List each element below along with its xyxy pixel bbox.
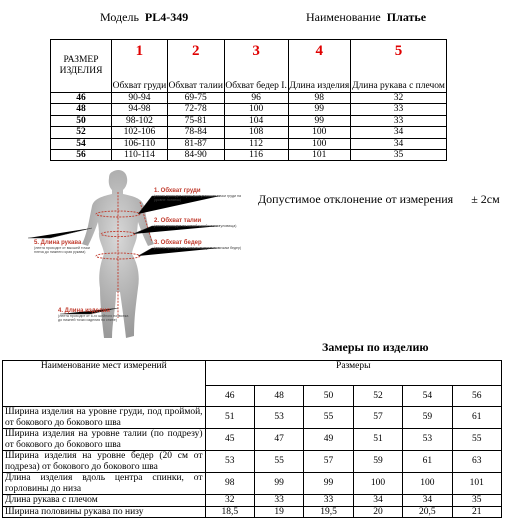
measurement-value-cell: 99 [304,473,353,495]
size-column-header: РАЗМЕР ИЗДЕЛИЯ [51,40,112,93]
measurement-row [3,407,502,429]
measurement-value-cell: 53 [255,407,304,429]
size-value-cell: 34 [350,138,446,149]
measurement-value-cell: 101 [452,473,501,495]
column-label: Обхват бедер I. [224,62,288,93]
measurement-label: Ширина изделия на уровне талии (по подрезу) от бокового до бокового шва [3,429,206,451]
size-value-cell: 34 [350,127,446,138]
measurement-value-cell: 35 [452,495,501,507]
measurement-value-cell: 20 [353,506,402,518]
measurements-table [2,360,502,518]
size-value-cell: 98 [288,93,350,104]
measurement-value-cell: 33 [304,495,353,507]
size-row [51,115,447,126]
measurement-value-cell: 53 [403,429,452,451]
measurement-row [3,451,502,473]
measurement-row [3,429,502,451]
size-cell: 46 [51,93,112,104]
measurement-row [3,506,502,518]
size-value-cell: 72-78 [167,104,224,115]
measurement-value-cell: 61 [452,407,501,429]
size-value-cell: 101 [288,150,350,161]
measurement-value-cell: 100 [403,473,452,495]
measurement-value-cell: 34 [403,495,452,507]
size-row [51,104,447,115]
measurements-label-header: Наименование мест измерений [3,361,206,407]
size-cell: 54 [51,138,112,149]
measurement-label: Ширина изделия на уровне бедер (20 см от подреза) от бокового до бокового шва [3,451,206,473]
measurement-value-cell: 33 [255,495,304,507]
measurement-value-cell: 98 [205,473,254,495]
size-value-cell: 33 [350,115,446,126]
measurements-title: Замеры по изделию [322,340,429,354]
size-value-cell: 102-106 [112,127,168,138]
measurements-sizes-header: Размеры [205,361,501,386]
measurement-label: Длина изделия вдоль центра спинки, от горловины до низа [3,473,206,495]
size-value-cell: 96 [224,93,288,104]
column-label: Обхват талии [167,62,224,93]
column-number: 3 [224,40,288,63]
size-value-cell: 99 [288,104,350,115]
model-value: PL4-349 [144,10,189,24]
size-value-cell: 32 [350,93,446,104]
size-row [51,93,447,104]
size-value-cell: 112 [224,138,288,149]
size-column-header: 50 [304,386,353,407]
size-value-cell: 94-98 [112,104,168,115]
model-label: Модель [100,10,139,24]
column-number: 4 [288,40,350,63]
size-value-cell: 106-110 [112,138,168,149]
size-row [51,127,447,138]
size-value-cell: 78-84 [167,127,224,138]
tolerance-value: ± 2см [471,192,500,206]
measurement-value-cell: 63 [452,451,501,473]
size-cell: 52 [51,127,112,138]
size-value-cell: 104 [224,115,288,126]
measurement-value-cell: 53 [205,451,254,473]
size-column-header: 48 [255,386,304,407]
measurement-value-cell: 59 [353,451,402,473]
measurement-value-cell: 99 [255,473,304,495]
size-value-cell: 35 [350,150,446,161]
size-column-header: 46 [205,386,254,407]
model-heading [100,10,188,25]
size-value-cell: 33 [350,104,446,115]
body-measurement-figure [20,168,258,344]
size-row [51,150,447,161]
measurement-value-cell: 57 [304,451,353,473]
measurement-label: Ширина изделия на уровне груди, под проймой, от бокового до бокового шва [3,407,206,429]
measurement-value-cell: 59 [403,407,452,429]
size-value-cell: 75-81 [167,115,224,126]
size-value-cell: 100 [288,138,350,149]
measurement-row [3,495,502,507]
size-value-cell: 100 [288,127,350,138]
tolerance-note [258,192,500,207]
size-value-cell: 110-114 [112,150,168,161]
size-value-cell: 116 [224,150,288,161]
measurement-value-cell: 19 [255,506,304,518]
size-table [50,39,447,161]
size-cell: 50 [51,115,112,126]
name-label: Наименование [306,10,381,24]
measurement-row [3,473,502,495]
measurement-value-cell: 51 [205,407,254,429]
size-cell: 56 [51,150,112,161]
measurement-value-cell: 55 [304,407,353,429]
measurement-value-cell: 21 [452,506,501,518]
size-value-cell: 84-90 [167,150,224,161]
measurement-value-cell: 32 [205,495,254,507]
measurement-value-cell: 34 [353,495,402,507]
callout-hips: 3. Обхват бедер (лента проходит по самым выпуклым точкам бедер) [154,240,242,250]
size-cell: 48 [51,104,112,115]
measurement-value-cell: 20,5 [403,506,452,518]
callout-sleeve: 5. Длина рукава (лента проходит от высшей точки плеча до нижнего края рукава) [34,240,90,255]
size-value-cell: 100 [224,104,288,115]
measurement-value-cell: 100 [353,473,402,495]
measurement-value-cell: 18,5 [205,506,254,518]
callout-chest: 1. Обхват груди (лента проходит через выступающие точки груди на уровне лопаток) [154,188,242,203]
measurement-value-cell: 51 [353,429,402,451]
callout-waist: 2. Обхват талии (лента проходит по самой узкой части туловища) [154,218,237,228]
column-number: 1 [112,40,168,63]
measurement-value-cell: 55 [255,451,304,473]
measurement-value-cell: 57 [353,407,402,429]
measurement-label: Длина рукава с плечом [3,495,206,507]
tolerance-text: Допустимое отклонение от измерения [258,192,454,206]
size-value-cell: 108 [224,127,288,138]
size-value-cell: 99 [288,115,350,126]
measurement-value-cell: 61 [403,451,452,473]
size-column-header: 56 [452,386,501,407]
product-name-heading [306,10,426,25]
measurement-value-cell: 45 [205,429,254,451]
column-label: Длина изделия [288,62,350,93]
measurement-value-cell: 47 [255,429,304,451]
callout-length: 4. Длина изделия (лента проходит от 6-го шейного позвонка до нижней точки изделия по спине) [58,308,129,323]
measurement-value-cell: 55 [452,429,501,451]
size-value-cell: 69-75 [167,93,224,104]
name-value: Платье [386,10,427,24]
measurement-value-cell: 19,5 [304,506,353,518]
measurement-label: Ширина половины рукава по низу [3,506,206,518]
size-value-cell: 81-87 [167,138,224,149]
measurement-value-cell: 49 [304,429,353,451]
size-value-cell: 98-102 [112,115,168,126]
size-row [51,138,447,149]
size-value-cell: 90-94 [112,93,168,104]
size-column-header: 52 [353,386,402,407]
column-number: 2 [167,40,224,63]
column-label: Обхват груди [112,62,168,93]
size-column-header: 54 [403,386,452,407]
column-label: Длина рукава с плечом [350,62,446,93]
column-number: 5 [350,40,446,63]
